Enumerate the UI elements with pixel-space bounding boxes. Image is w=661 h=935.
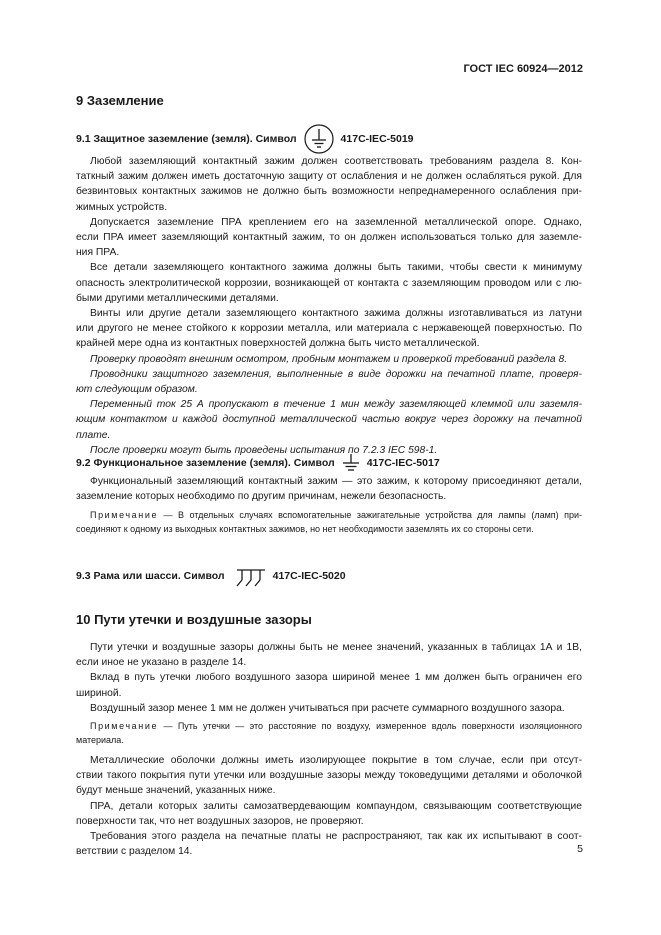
subsection-9-2-title: 9.2 Функциональное заземление (земля). Символ (76, 457, 335, 469)
text-line: Винты или другие детали заземляющего контактного зажима должны изготавливаться из латуни (90, 308, 582, 320)
italic-paragraph (76, 397, 582, 443)
subsection-9-1-heading (76, 123, 414, 155)
paragraph (76, 260, 582, 306)
text-line: если иное не указано в разделе 14. (76, 657, 247, 669)
subsection-9-2-body (76, 474, 582, 536)
text-line: Требования этого раздела на печатные платы не распространяют, так как их испытывают в соот- (90, 831, 582, 843)
section-10-body (76, 640, 582, 859)
text-line: быми другими металлическими деталями. (76, 292, 279, 304)
note-label: Примечание (90, 721, 159, 732)
note-label: Примечание (90, 510, 159, 521)
text-line: Пути утечки и воздушные зазоры должны быть не менее значений, указанных в таблицах 1А и 1В, (90, 642, 582, 653)
text-line: если ПРА имеет заземляющий контактный зажим, то он должен использоваться только для заземле- (76, 232, 582, 244)
text-line: плате. (76, 429, 111, 441)
paragraph (76, 154, 582, 215)
paragraph (76, 215, 582, 261)
text-line: Допускается заземление ПРА креплением его на заземленной металлической опоре. Однако, (90, 216, 582, 228)
subsection-9-2-code: 417C-IEC-5017 (366, 457, 440, 469)
text-line: будут меньше значений, указанных ниже. (76, 785, 276, 797)
functional-earth-icon (341, 453, 361, 473)
text-line: ветствии с разделом 14. (76, 846, 193, 858)
text-line: Все детали заземляющего контактного зажима должны быть такими, чтобы свести к минимуму (90, 262, 582, 274)
text-line: опасность электролитической коррозии, возникающей от контакта с заземляющим проводом или с лю- (76, 277, 582, 289)
text-line: Функциональный заземляющий контактный зажим — это зажим, к которому присоединяют детали, (90, 476, 582, 487)
text-line: или другого не менее стойкого к коррозии металла, или материала с нержавеющей поверхностью. По (76, 323, 582, 335)
italic-paragraph (76, 352, 582, 367)
standard-header: ГОСТ IEC 60924—2012 (463, 63, 583, 75)
subsection-9-1-code: 417C-IEC-5019 (340, 133, 414, 145)
note (76, 719, 582, 747)
paragraph (76, 753, 582, 799)
text-line: После проверки могут быть проведены испытания по 7.2.3 IEC 598-1. (90, 444, 438, 456)
section-9-heading: 9 Заземление (76, 93, 164, 108)
text-line: Металлические оболочки должны иметь изолирующее покрытие в том случае, если при отсут- (90, 755, 582, 767)
paragraph (76, 670, 582, 700)
section-10-heading: 10 Пути утечки и воздушные зазоры (76, 612, 312, 627)
text-line: безвинтовых контактных зажимов не должно быть возможности непреднамеренного ослабления при- (76, 186, 582, 198)
subsection-9-2-heading (76, 453, 440, 473)
text-line: Вклад в путь утечки любого воздушного зазора шириной менее 1 мм должен быть ограничен его (90, 672, 582, 684)
paragraph (76, 829, 582, 859)
text-line: шириной. (76, 687, 122, 699)
paragraph (76, 701, 582, 716)
subsection-9-3-title: 9.3 Рама или шасси. Символ (76, 570, 225, 582)
note-text: материала. (76, 735, 124, 746)
subsection-9-1-title: 9.1 Защитное заземление (земля). Символ (76, 133, 297, 145)
text-line: крайней мере одна из контактных поверхностей должна быть чисто металлической. (76, 338, 480, 350)
paragraph (76, 799, 582, 829)
note-text: соединяют к одному из выходных контактных зажимов, но нет необходимости заземлять их со стороны сети. (76, 524, 534, 535)
text-line: жимных устройств. (76, 201, 168, 213)
text-line: Проверку проводят внешним осмотром, пробным монтажем и проверкой требований раздела 8. (90, 353, 568, 365)
subsection-9-3-heading (76, 564, 346, 588)
text-line: заземление которых необходимо по другим причинам, нежели безопасность. (76, 491, 447, 503)
text-line: ния ПРА. (76, 247, 120, 259)
text-line: ющим контактом и каждой доступной металлической частью вокруг через дорожку на печатной (76, 414, 582, 426)
note-text: — Путь утечки — это расстояние по воздуху, измеренное вдоль поверхности изоляционного (163, 721, 582, 732)
subsection-9-1-body (76, 154, 582, 458)
frame-chassis-icon (231, 564, 267, 588)
paragraph (76, 640, 582, 670)
note (76, 508, 582, 536)
text-line: ПРА, детали которых залиты самозатвердевающим компаундом, связывающим соответствующие (90, 800, 582, 812)
subsection-9-3-code: 417C-IEC-5020 (272, 570, 346, 582)
note-text: — В отдельных случаях вспомогательные зажигательные устройства для лампы (ламп) при- (163, 510, 582, 521)
text-line: поверхности так, что нет воздушных зазоров, не проверяют. (76, 815, 364, 827)
text-line: ствии такого покрытия пути утечки или воздушные зазоры между токоведущими деталями и оболочкой (76, 770, 582, 782)
text-line: Воздушный зазор менее 1 мм не должен учитываться при расчете суммарного воздушного зазора. (90, 702, 565, 714)
text-line: Проводники защитного заземления, выполненные в виде дорожки на печатной плате, проверя- (90, 368, 582, 380)
text-line: ют следующим образом. (76, 384, 198, 396)
text-line: таткный зажим должен иметь достаточную защиту от ослабления и не должен ослабляться рукой. Для (76, 171, 582, 183)
protective-earth-icon (303, 123, 335, 155)
paragraph (76, 474, 582, 504)
paragraph (76, 306, 582, 352)
page-number: 5 (577, 843, 583, 855)
text-line: Переменный ток 25 А пропускают в течение 1 мин между заземляющей клеммой или заземля- (90, 399, 582, 411)
text-line: Любой заземляющий контактный зажим должен соответствовать требованиям раздела 8. Кон- (90, 156, 582, 167)
italic-paragraph (76, 367, 582, 397)
